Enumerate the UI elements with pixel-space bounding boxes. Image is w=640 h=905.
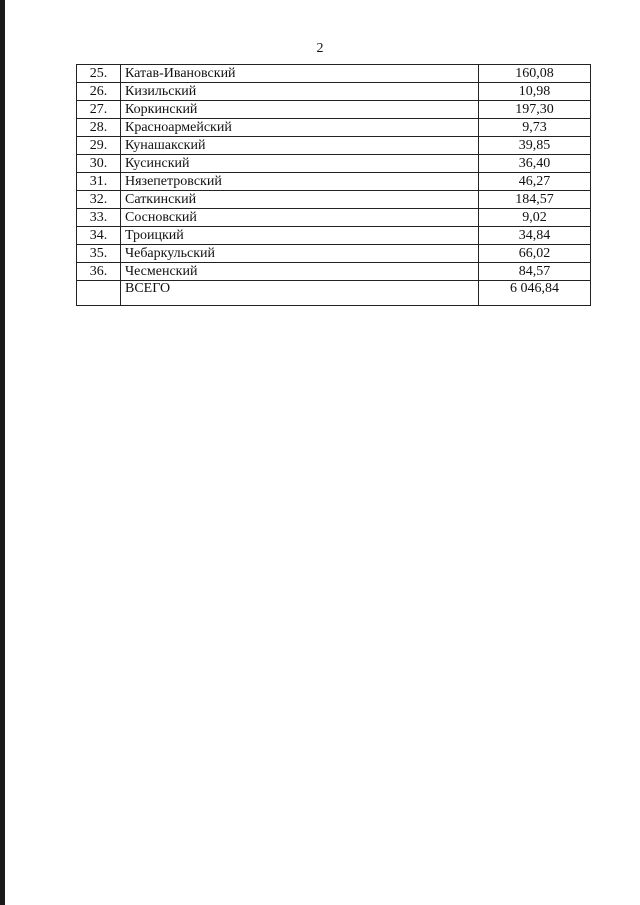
district-value: 46,27 (479, 173, 591, 191)
table-row (77, 83, 591, 101)
district-name: Кунашакский (121, 137, 479, 155)
table-row (77, 245, 591, 263)
scan-edge-shadow (0, 0, 5, 905)
district-value: 39,85 (479, 137, 591, 155)
table-row (77, 263, 591, 281)
district-value: 66,02 (479, 245, 591, 263)
district-name: Чесменский (121, 263, 479, 281)
district-value: 9,73 (479, 119, 591, 137)
district-name: Катав-Ивановский (121, 65, 479, 83)
page-number: 2 (316, 41, 324, 56)
district-value: 9,02 (479, 209, 591, 227)
district-value: 160,08 (479, 65, 591, 83)
row-number: 25. (77, 65, 121, 83)
row-number: 29. (77, 137, 121, 155)
district-value: 84,57 (479, 263, 591, 281)
total-number (77, 281, 121, 306)
district-name: Сосновский (121, 209, 479, 227)
table-row (77, 155, 591, 173)
district-name: Кусинский (121, 155, 479, 173)
district-value: 36,40 (479, 155, 591, 173)
district-name: Троицкий (121, 227, 479, 245)
table-row (77, 101, 591, 119)
district-value: 197,30 (479, 101, 591, 119)
district-name: Красноармейский (121, 119, 479, 137)
table-row (77, 227, 591, 245)
table-row (77, 119, 591, 137)
row-number: 27. (77, 101, 121, 119)
row-number: 28. (77, 119, 121, 137)
district-name: Саткинский (121, 191, 479, 209)
district-name: Коркинский (121, 101, 479, 119)
table-row (77, 65, 591, 83)
district-name: Чебаркульский (121, 245, 479, 263)
district-value: 34,84 (479, 227, 591, 245)
district-name: Нязепетровский (121, 173, 479, 191)
district-name: Кизильский (121, 83, 479, 101)
district-value: 10,98 (479, 83, 591, 101)
table-row (77, 137, 591, 155)
district-value: 184,57 (479, 191, 591, 209)
total-row (77, 281, 591, 306)
row-number: 30. (77, 155, 121, 173)
table-row (77, 209, 591, 227)
row-number: 35. (77, 245, 121, 263)
total-value: 6 046,84 (479, 281, 591, 306)
districts-table (76, 64, 591, 306)
row-number: 34. (77, 227, 121, 245)
row-number: 32. (77, 191, 121, 209)
table-row (77, 173, 591, 191)
row-number: 26. (77, 83, 121, 101)
table-row (77, 191, 591, 209)
row-number: 31. (77, 173, 121, 191)
row-number: 33. (77, 209, 121, 227)
row-number: 36. (77, 263, 121, 281)
total-label: ВСЕГО (121, 281, 479, 306)
